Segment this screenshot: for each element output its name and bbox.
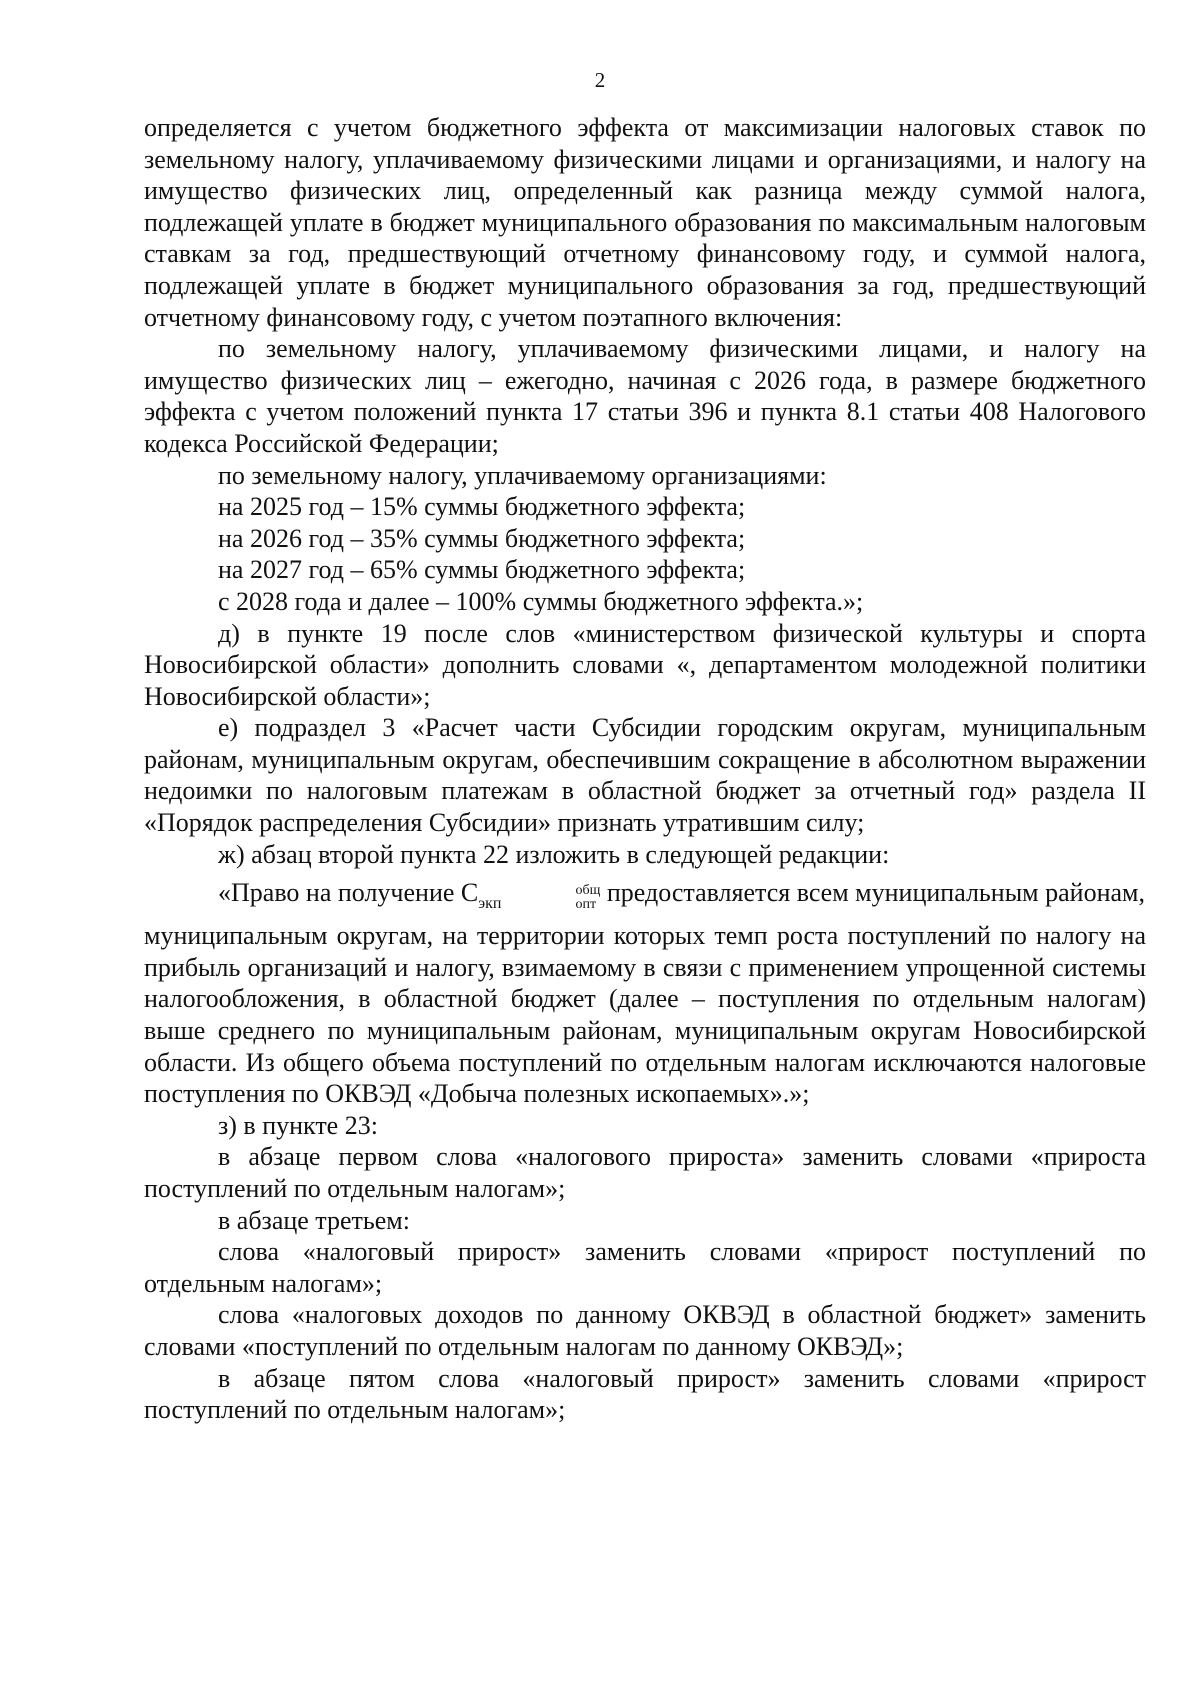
paragraph: д) в пункте 19 после слов «министерством физической культуры и спорта Новосибирской области» дополнить словами «, департаментом молодежной политики Новосибирской области»; [144,618,1146,711]
paragraph: по земельному налогу, уплачиваемому организациями: [218,460,827,490]
formula-symbol-base: С [460,878,479,908]
paragraph: по земельному налогу, уплачиваемому физическими лицами, и налогу на имущество физических лиц – ежегодно, начиная с 2026 года, в размере бюджетного эффекта с учетом положений пункта 17 статьи 396 и пункта 8.1 статьи 408 Налогового кодекса Российской Федерации; [144,334,1146,458]
paragraph: ж) абзац второй пункта 22 изложить в следующей редакции: [218,839,890,869]
formula-symbol-subscript-2: опт [575,897,597,913]
formula-text-after: предоставляется всем муниципальным районам, [600,878,1145,908]
paragraph: на 2026 год – 35% суммы бюджетного эффекта; [218,523,746,553]
paragraph: определяется с учетом бюджетного эффекта от максимизации налоговых ставок по земельному налогу, уплачиваемому физическими лицами и организациями, и налогу на имущество физических лиц, определенный как разница между суммой налога, подлежащей уплате в бюджет муниципального образования по максимальным налоговым ставкам за год, предшествующий отчетному финансовому году, и суммой налога, подлежащей уплате в бюджет муниципального образования за год, предшествующий отчетному финансовому году, с учетом поэтапного включения: [144,113,1146,332]
paragraph: з) в пункте 23: [218,1110,378,1140]
paragraph: на 2027 год – 65% суммы бюджетного эффекта; [218,555,746,585]
paragraph: в абзаце первом слова «налогового прироста» заменить словами «прироста поступлений по отдельным налогам»; [144,1142,1146,1203]
page-number: 2 [594,68,606,92]
paragraph: в абзаце третьем: [218,1205,410,1235]
formula-paragraph-first-line [144,870,1146,920]
paragraph: слова «налоговый прирост» заменить словами «прирост поступлений по отдельным налогам»; [144,1237,1146,1298]
formula-symbol [460,878,601,913]
formula-text-before: «Право на получение [218,878,461,908]
paragraph: с 2028 года и далее – 100% суммы бюджетного эффекта.»; [218,586,864,616]
paragraph: в абзаце пятом слова «налоговый прирост» заменить словами «прирост поступлений по отдельным налогам»; [144,1363,1146,1425]
formula-symbol-index-stack [501,884,600,912]
document-body [144,112,1146,1426]
paragraph: на 2025 год – 15% суммы бюджетного эффекта; [218,492,746,522]
formula-symbol-superscript: общ [575,883,601,899]
formula-symbol-subscript: экп [478,895,502,913]
paragraph: слова «налоговых доходов по данному ОКВЭД в областной бюджет» заменить словами «поступлений по отдельным налогам по данному ОКВЭД»; [144,1300,1146,1361]
paragraph: е) подраздел 3 «Расчет части Субсидии городским округам, муниципальным районам, муниципальным округам, обеспечившим сокращение в абсолютном выражении недоимки по налоговым платежам в областной бюджет за отчетный год» раздела II «Порядок распределения Субсидии» признать утратившим силу; [144,713,1146,838]
paragraph: муниципальным округам, на территории которых темп роста поступлений по налогу на прибыль организаций и налогу, взимаемому в связи с применением упрощенной системы налогообложения, в областной бюджет (далее – поступления по отдельным налогам) выше среднего по муниципальным районам, муниципальным округам Новосибирской области. Из общего объема поступлений по отдельным налогам исключаются налоговые поступления по ОКВЭД «Добыча полезных ископаемых».»; [144,921,1146,1109]
